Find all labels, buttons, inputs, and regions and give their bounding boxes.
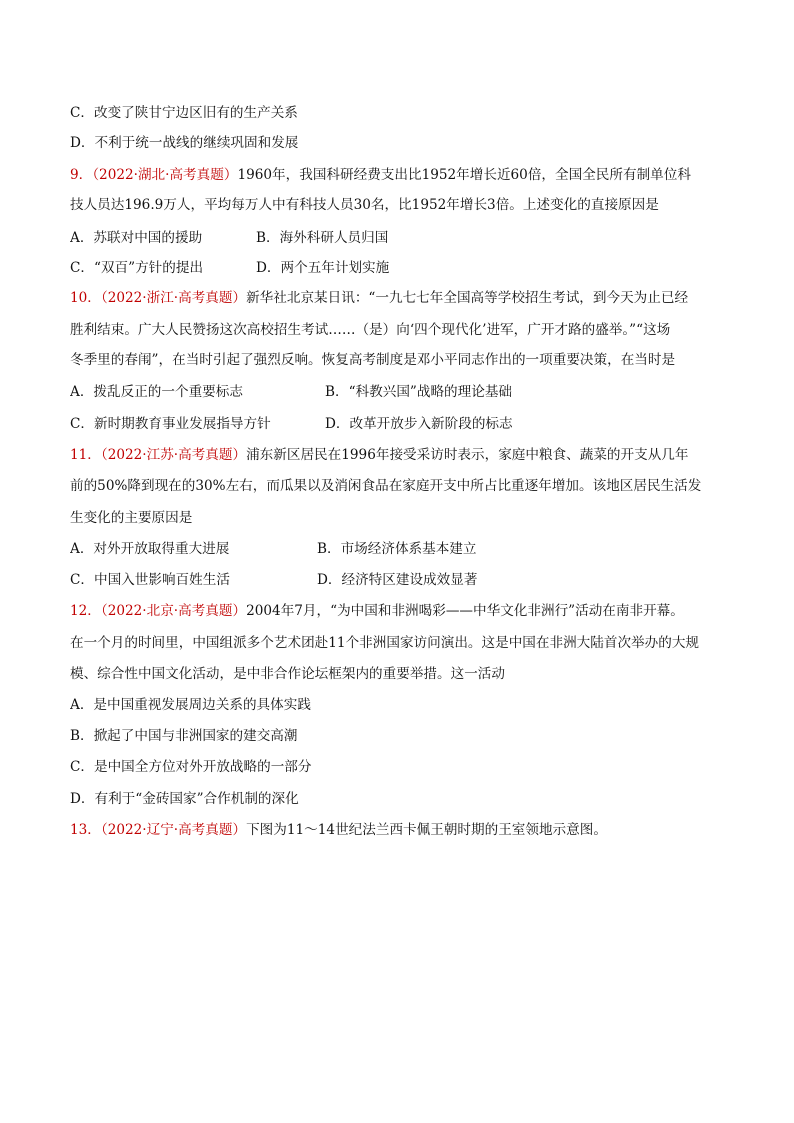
q10-stem-line-1: 10．（2022·浙江·高考真题）新华社北京某日讯：“一九七七年全国高等学校招生考试，到今天为止已经: [70, 290, 689, 306]
q10-options-cd: [70, 414, 730, 434]
q10-option-d: D．改革开放步入新阶段的标志: [325, 416, 513, 432]
q10-options-ab: [70, 382, 730, 402]
q11-option-d: D．经济特区建设成效显著: [317, 572, 478, 588]
q10-stem-line-3: 冬季里的春闱”，在当时引起了强烈反响。恢复高考制度是邓小平同志作出的一项重要决策，在当时是: [70, 352, 676, 368]
q9-source: （2022·湖北·高考真题）: [92, 167, 238, 183]
q12-number: 12．: [70, 603, 101, 619]
q11-option-c: C．中国入世影响百姓生活: [70, 572, 230, 588]
q10-option-c: C．新时期教育事业发展指导方针: [70, 416, 271, 432]
q9-option-a: A．苏联对中国的援助: [70, 230, 203, 246]
q11-option-a: A．对外开放取得重大进展: [70, 541, 230, 557]
q11-options-ab: [70, 539, 730, 559]
q9-option-b: B．海外科研人员归国: [256, 230, 389, 246]
q11-option-b: B．市场经济体系基本建立: [317, 541, 477, 557]
q9-options-cd: [70, 258, 730, 278]
q11-source: （2022·江苏·高考真题）: [100, 447, 247, 463]
q12-stem-line-2: 在一个月的时间里，中国组派多个艺术团赴11个非洲国家访问演出。这是中国在非洲大陆首次举办的大规: [70, 635, 700, 651]
q10-option-a: A．拨乱反正的一个重要标志: [70, 384, 243, 400]
q9-stem-line-2: 技人员达196.9万人，平均每万人中有科技人员30名，比1952年增长3倍。上述变化的直接原因是: [70, 197, 659, 213]
q10-number: 10．: [70, 290, 101, 306]
q9-option-c: C．“双百”方针的提出: [70, 260, 204, 276]
q8-option-c: C．改变了陕甘宁边区旧有的生产关系: [70, 105, 298, 121]
q12-stem-line-3: 模、综合性中国文化活动，是中非合作论坛框架内的重要举措。这一活动: [70, 666, 505, 682]
q13-stem-line-1: 13．（2022·辽宁·高考真题）下图为11～14世纪法兰西卡佩王朝时期的王室领地示意图。: [70, 822, 607, 838]
q11-options-cd: [70, 570, 730, 590]
q13-source: （2022·辽宁·高考真题）: [100, 822, 247, 838]
q9-option-d: D．两个五年计划实施: [256, 260, 390, 276]
q12-stem-line-1: 12．（2022·北京·高考真题）2004年7月，“为中国和非洲喝彩——中华文化非洲行”活动在南非开幕。: [70, 603, 684, 619]
q12-option-d: D．有利于“金砖国家”合作机制的深化: [70, 791, 299, 807]
q11-number: 11．: [70, 447, 101, 463]
q12-source: （2022·北京·高考真题）: [100, 603, 247, 619]
q10-stem-line-2: 胜利结束。广大人民赞扬这次高校招生考试……（是）向‘四个现代化’进军，广开才路的盛举。”“这场: [70, 322, 671, 338]
q13-number: 13．: [70, 822, 101, 838]
q9-options-ab: [70, 228, 730, 248]
q11-stem-line-1: 11．（2022·江苏·高考真题）浦东新区居民在1996年接受采访时表示，家庭中粮食、蔬菜的开支从几年: [70, 447, 689, 463]
q9-stem-line-1: 9．（2022·湖北·高考真题）1960年，我国科研经费支出比1952年增长近60倍，全国全民所有制单位科: [70, 167, 691, 183]
q9-number: 9．: [70, 167, 93, 183]
q8-option-d: D．不利于统一战线的继续巩固和发展: [70, 135, 299, 151]
q12-option-c: C．是中国全方位对外开放战略的一部分: [70, 759, 312, 775]
q10-source: （2022·浙江·高考真题）: [100, 290, 247, 306]
q11-stem-line-2: 前的50%降到现在的30%左右，而瓜果以及消闲食品在家庭开支中所占比重逐年增加。该地区居民生活发: [70, 478, 702, 494]
q10-option-b: B．“科教兴国”战略的理论基础: [325, 384, 513, 400]
q12-option-b: B．掀起了中国与非洲国家的建交高潮: [70, 728, 298, 744]
q12-option-a: A．是中国重视发展周边关系的具体实践: [70, 697, 311, 713]
q11-stem-line-3: 生变化的主要原因是: [70, 510, 193, 526]
